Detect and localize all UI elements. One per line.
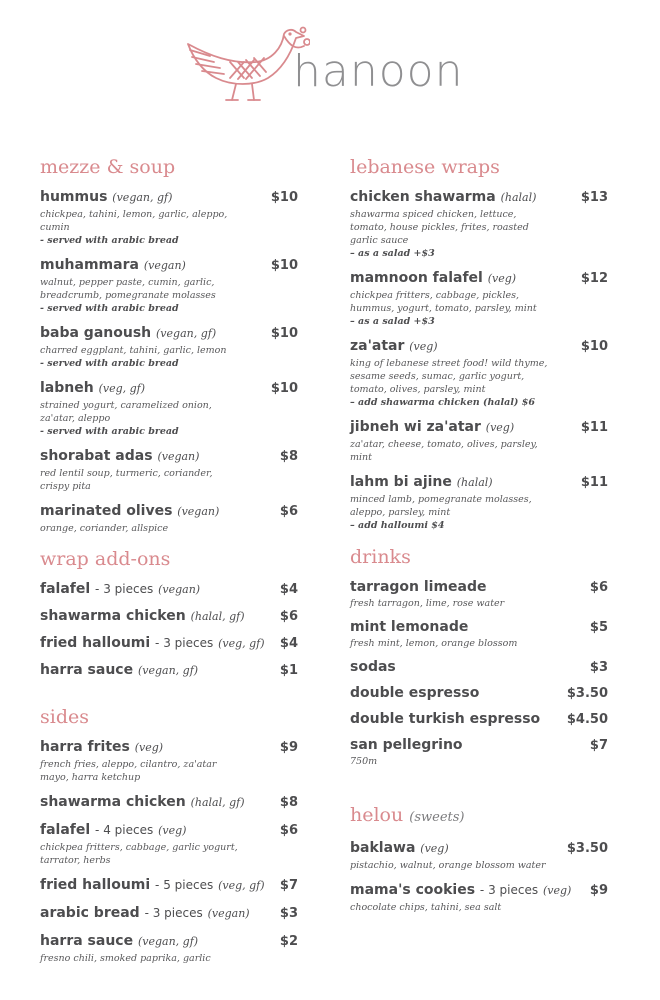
menu-item-title <box>40 607 245 626</box>
item-name: falafel <box>40 581 91 597</box>
menu-item-title <box>350 839 449 858</box>
item-name: double turkish espresso <box>350 711 541 727</box>
menu-item-header <box>40 793 298 812</box>
menu-item <box>350 418 608 464</box>
menu-item-header <box>40 580 298 599</box>
item-diet-tag: (vegan) <box>143 259 186 272</box>
menu-item-header <box>40 324 298 343</box>
item-diet-tag: (halal, gf) <box>190 610 245 623</box>
menu-item-header <box>350 418 608 437</box>
item-diet-tag: (veg) <box>409 340 438 353</box>
item-price: $6 <box>279 609 298 624</box>
item-description: fresno chili, smoked paprika, garlic <box>40 953 211 964</box>
item-name: double espresso <box>350 685 480 701</box>
menu-item <box>40 661 298 680</box>
item-description: king of lebanese street food! wild thyme, sesame seeds, sumac, garlic yogurt, tomato, olives, parsley, mint <box>350 358 548 395</box>
item-price: $3 <box>279 906 298 921</box>
menu-item-header <box>40 661 298 680</box>
menu-item <box>40 379 298 438</box>
item-name: fried halloumi <box>40 877 151 893</box>
item-name: sodas <box>350 659 396 675</box>
item-quantity: - 5 pieces <box>155 878 214 892</box>
item-price: $7 <box>279 878 298 893</box>
item-name: chicken shawarma <box>350 189 496 205</box>
item-diet-tag: (vegan) <box>207 907 250 920</box>
menu-item <box>350 684 608 702</box>
menu-item <box>40 324 298 370</box>
menu-item-title <box>40 821 186 840</box>
item-quantity: - 3 pieces <box>155 636 214 650</box>
item-name: harra sauce <box>40 933 134 949</box>
item-note: - served with arabic bread <box>40 235 179 246</box>
item-price: $8 <box>279 795 298 810</box>
menu-item-header <box>350 710 608 728</box>
menu-item-header <box>40 502 298 521</box>
menu-item-title <box>350 578 487 596</box>
menu-item-title <box>40 932 198 951</box>
menu-item-title <box>350 736 463 754</box>
menu-item-title <box>40 634 265 653</box>
item-description: charred eggplant, tahini, garlic, lemon <box>40 345 227 356</box>
item-note: – as a salad +$3 <box>350 316 435 327</box>
menu-item-header <box>40 932 298 951</box>
menu-item <box>350 736 608 768</box>
item-name: shorabat adas <box>40 448 153 464</box>
menu-item-header <box>40 447 298 466</box>
item-diet-tag: (vegan, gf) <box>137 664 199 677</box>
menu-item-title <box>40 876 265 895</box>
menu-item-title <box>40 661 198 680</box>
menu-item <box>40 188 298 247</box>
item-diet-tag: (veg) <box>420 842 449 855</box>
item-price: $13 <box>580 190 608 205</box>
menu-item-header <box>40 607 298 626</box>
item-price: $2 <box>279 934 298 949</box>
item-name: shawarma chicken <box>40 608 186 624</box>
item-name: baba ganoush <box>40 325 152 341</box>
menu-item-header <box>40 379 298 398</box>
helou-section <box>350 804 608 923</box>
item-diet-tag: (halal) <box>456 476 493 489</box>
item-diet-tag: (vegan, gf) <box>137 935 199 948</box>
wrap-addons-items <box>40 580 298 680</box>
item-note: – as a salad +$3 <box>350 248 435 259</box>
menu-item-title <box>40 188 172 207</box>
item-name: muhammara <box>40 257 139 273</box>
wraps-section <box>350 156 608 541</box>
item-price: $6 <box>279 823 298 838</box>
menu-item-header <box>350 684 608 702</box>
menu-item <box>350 658 608 676</box>
item-name: harra sauce <box>40 662 134 678</box>
item-name: tarragon limeade <box>350 579 487 595</box>
menu-item <box>40 607 298 626</box>
mezze-items <box>40 188 298 535</box>
item-name: shawarma chicken <box>40 794 186 810</box>
menu-item-title <box>40 738 163 757</box>
item-name: harra frites <box>40 739 130 755</box>
menu-item <box>40 580 298 599</box>
logo <box>180 22 480 112</box>
menu-item <box>40 634 298 653</box>
item-price: $11 <box>580 420 608 435</box>
item-name: marinated olives <box>40 503 173 519</box>
menu-item <box>40 256 298 315</box>
item-description: orange, coriander, allspice <box>40 523 169 534</box>
menu-item-header <box>40 738 298 757</box>
menu-item-header <box>40 904 298 923</box>
menu-item <box>350 578 608 610</box>
item-price: $10 <box>270 381 298 396</box>
item-name: baklawa <box>350 840 416 856</box>
item-diet-tag: (halal) <box>500 191 537 204</box>
menu-item-title <box>350 658 396 676</box>
item-price: $4 <box>279 636 298 651</box>
item-price: $6 <box>589 580 608 595</box>
menu-item-title <box>40 904 250 923</box>
item-name: fried halloumi <box>40 635 151 651</box>
item-diet-tag: (veg) <box>158 824 187 837</box>
item-description: shawarma spiced chicken, lettuce, tomato, house pickles, frites, roasted garlic sauce <box>350 209 529 246</box>
item-price: $9 <box>279 740 298 755</box>
menu-item-title <box>350 337 438 356</box>
menu-item-header <box>350 269 608 288</box>
menu-item-header <box>350 188 608 207</box>
item-name: san pellegrino <box>350 737 463 753</box>
menu-item <box>350 188 608 260</box>
item-description: strained yogurt, caramelized onion, za'atar, aleppo <box>40 400 212 424</box>
item-description: walnut, pepper paste, cumin, garlic, breadcrumb, pomegranate molasses <box>40 277 216 301</box>
item-description: 750m <box>350 756 378 767</box>
item-quantity: - 3 pieces <box>479 883 539 897</box>
item-name: arabic bread <box>40 905 140 921</box>
item-name: hummus <box>40 189 108 205</box>
menu-item <box>40 738 298 784</box>
item-description: fresh tarragon, lime, rose water <box>350 598 505 609</box>
bird-icon <box>180 22 310 107</box>
item-note: - served with arabic bread <box>40 303 179 314</box>
item-description: za'atar, cheese, tomato, olives, parsley, mint <box>350 439 538 463</box>
item-description: fresh mint, lemon, orange blossom <box>350 638 518 649</box>
item-diet-tag: (veg, gf) <box>218 879 265 892</box>
helou-title-text: helou <box>350 804 404 826</box>
sides-section <box>40 706 298 974</box>
menu-item <box>350 618 608 650</box>
item-price: $10 <box>270 326 298 341</box>
menu-item <box>350 839 608 872</box>
item-price: $3 <box>589 660 608 675</box>
menu-item <box>350 337 608 409</box>
item-description: chocolate chips, tahini, sea salt <box>350 902 502 913</box>
sides-items <box>40 738 298 965</box>
menu-item-title <box>40 793 245 812</box>
menu-item-title <box>350 188 536 207</box>
item-diet-tag: (veg) <box>487 272 517 285</box>
item-price: $3.50 <box>566 686 608 701</box>
item-description: minced lamb, pomegranate molasses, aleppo, parsley, mint <box>350 494 532 518</box>
menu-item <box>350 710 608 728</box>
item-quantity: - 3 pieces <box>144 906 203 920</box>
item-diet-tag: (vegan) <box>177 505 220 518</box>
drinks-title: drinks <box>350 546 411 568</box>
item-diet-tag: (vegan, gf) <box>156 327 217 340</box>
item-name: mint lemonade <box>350 619 469 635</box>
item-diet-tag: (veg) <box>485 421 515 434</box>
menu-item-header <box>350 736 608 754</box>
menu-item-title <box>350 618 468 636</box>
drinks-section <box>350 546 608 776</box>
menu-item-title <box>350 881 571 900</box>
menu-item-title <box>350 418 514 437</box>
wraps-items <box>350 188 608 532</box>
item-price: $3.50 <box>566 841 608 856</box>
menu-item <box>350 473 608 532</box>
item-diet-tag: (halal, gf) <box>190 796 245 809</box>
item-name: falafel <box>40 822 91 838</box>
item-quantity: - 3 pieces <box>95 582 154 596</box>
helou-title <box>350 804 608 829</box>
item-price: $4.50 <box>566 712 608 727</box>
menu-item-title <box>40 502 219 521</box>
menu-item <box>40 821 298 867</box>
menu-item <box>40 447 298 493</box>
item-price: $11 <box>580 475 608 490</box>
menu-item-header <box>40 188 298 207</box>
menu-item-header <box>350 618 608 636</box>
menu-item <box>350 881 608 914</box>
item-price: $9 <box>589 883 608 898</box>
item-diet-tag: (veg) <box>134 741 164 754</box>
item-diet-tag: (veg, gf) <box>218 637 265 650</box>
menu-item-header <box>350 839 608 858</box>
item-price: $10 <box>270 258 298 273</box>
menu-item-header <box>350 578 608 596</box>
menu-item-title <box>350 710 540 728</box>
menu-item-header <box>40 256 298 275</box>
menu-item-header <box>350 658 608 676</box>
item-description: french fries, aleppo, cilantro, za'atar mayo, harra ketchup <box>40 759 217 783</box>
item-description: pistachio, walnut, orange blossom water <box>350 860 546 871</box>
item-name: mama's cookies <box>350 882 476 898</box>
menu-item-title <box>350 269 516 288</box>
menu-item-title <box>40 580 200 599</box>
item-diet-tag: (vegan) <box>157 450 200 463</box>
item-diet-tag: (veg, gf) <box>98 382 146 395</box>
item-price: $10 <box>270 190 298 205</box>
item-description: chickpea fritters, cabbage, garlic yogurt, tarrator, herbs <box>40 842 238 866</box>
menu-item <box>40 932 298 965</box>
menu-item-header <box>40 876 298 895</box>
item-price: $8 <box>279 449 298 464</box>
menu-item <box>40 502 298 535</box>
item-note: - served with arabic bread <box>40 426 179 437</box>
menu-item-title <box>40 324 216 343</box>
item-price: $5 <box>589 620 608 635</box>
sides-title: sides <box>40 706 89 728</box>
brand-name: hanoon <box>293 46 464 97</box>
item-price: $7 <box>589 738 608 753</box>
menu-item-title <box>350 473 493 492</box>
menu-item-header <box>350 473 608 492</box>
menu-item-header <box>40 634 298 653</box>
item-note: - served with arabic bread <box>40 358 179 369</box>
item-description: chickpea, tahini, lemon, garlic, aleppo, cumin <box>40 209 228 233</box>
item-name: jibneh wi za'atar <box>350 419 481 435</box>
item-price: $6 <box>279 504 298 519</box>
menu-item-header <box>350 337 608 356</box>
item-note: – add halloumi $4 <box>350 520 445 531</box>
item-name: lahm bi ajine <box>350 474 452 490</box>
menu-item <box>350 269 608 328</box>
item-description: red lentil soup, turmeric, coriander, crispy pita <box>40 468 213 492</box>
item-price: $4 <box>279 582 298 597</box>
wrap-addons-section <box>40 548 298 688</box>
menu-item <box>40 904 298 923</box>
menu-item <box>40 793 298 812</box>
item-diet-tag: (veg) <box>542 884 572 897</box>
item-note: – add shawarma chicken (halal) $6 <box>350 397 535 408</box>
item-name: za'atar <box>350 338 405 354</box>
item-price: $10 <box>580 339 608 354</box>
item-quantity: - 4 pieces <box>95 823 154 837</box>
item-price: $1 <box>279 663 298 678</box>
menu-item-title <box>350 684 479 702</box>
helou-items <box>350 839 608 914</box>
item-price: $12 <box>580 271 608 286</box>
mezze-title: mezze & soup <box>40 156 176 178</box>
menu-item-title <box>40 256 186 275</box>
menu-item-title <box>40 379 145 398</box>
menu-item-header <box>40 821 298 840</box>
wrap-addons-title: wrap add-ons <box>40 548 171 570</box>
menu-item-header <box>350 881 608 900</box>
mezze-section <box>40 156 298 544</box>
item-diet-tag: (vegan, gf) <box>112 191 173 204</box>
menu-item <box>40 876 298 895</box>
menu-item-title <box>40 447 199 466</box>
wraps-title: lebanese wraps <box>350 156 500 178</box>
drinks-items <box>350 578 608 768</box>
item-description: chickpea fritters, cabbage, pickles, hummus, yogurt, tomato, parsley, mint <box>350 290 537 314</box>
item-name: labneh <box>40 380 94 396</box>
helou-subtitle: (sweets) <box>409 810 465 825</box>
item-diet-tag: (vegan) <box>158 583 201 596</box>
item-name: mamnoon falafel <box>350 270 483 286</box>
